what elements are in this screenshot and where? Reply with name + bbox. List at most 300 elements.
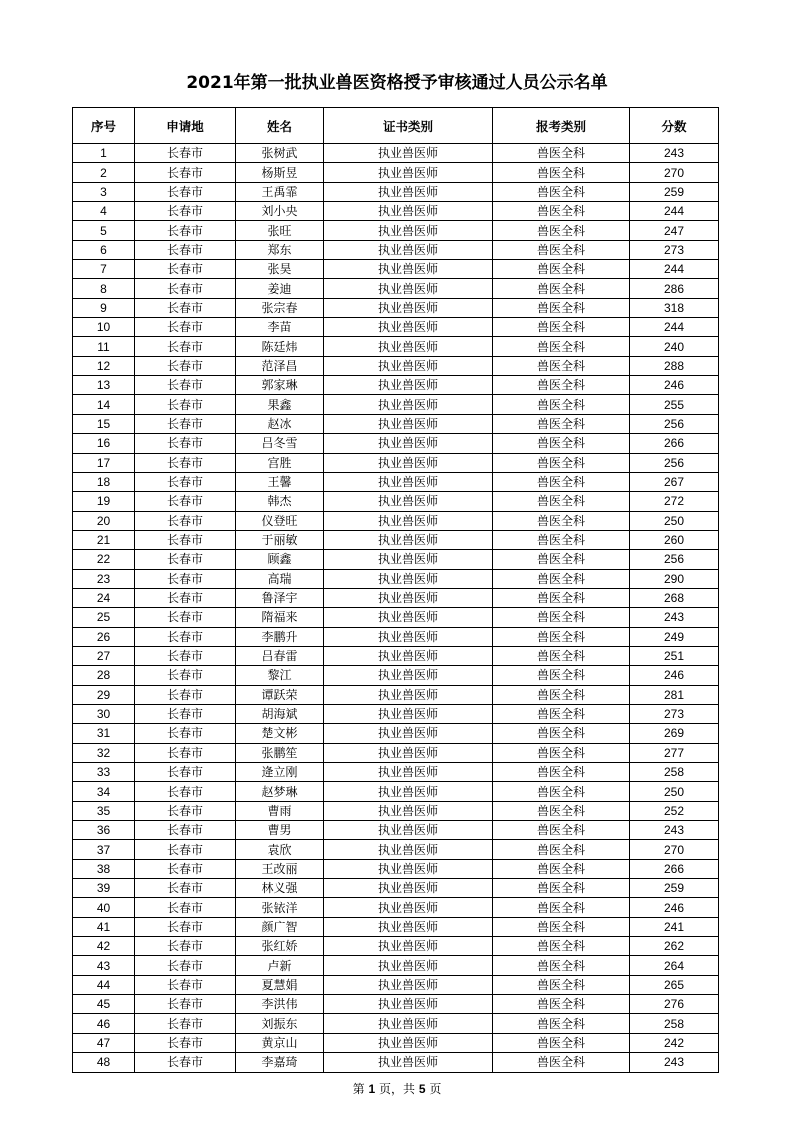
cell-exam-category: 兽医全科 [493, 937, 630, 956]
cell-score: 270 [630, 163, 719, 182]
cell-certificate: 执业兽医师 [324, 356, 493, 375]
cell-exam-category: 兽医全科 [493, 743, 630, 762]
cell-location: 长春市 [135, 859, 236, 878]
page-footer [0, 1080, 794, 1097]
cell-name: 张旺 [236, 221, 324, 240]
cell-score: 277 [630, 743, 719, 762]
page-title: 2021年第一批执业兽医资格授予审核通过人员公示名单 [186, 73, 608, 93]
cell-exam-category: 兽医全科 [493, 917, 630, 936]
cell-score: 258 [630, 1014, 719, 1033]
table-row [73, 511, 719, 530]
cell-score: 265 [630, 975, 719, 994]
table-row [73, 260, 719, 279]
cell-index: 42 [73, 937, 135, 956]
cell-exam-category: 兽医全科 [493, 646, 630, 665]
cell-location: 长春市 [135, 608, 236, 627]
cell-location: 长春市 [135, 182, 236, 201]
footer-page-number: 1 [368, 1082, 376, 1096]
cell-location: 长春市 [135, 260, 236, 279]
cell-name: 鲁泽宇 [236, 588, 324, 607]
cell-name: 张宗春 [236, 298, 324, 317]
cell-index: 30 [73, 704, 135, 723]
cell-name: 颜广智 [236, 917, 324, 936]
cell-exam-category: 兽医全科 [493, 550, 630, 569]
cell-index: 12 [73, 356, 135, 375]
table-row [73, 279, 719, 298]
cell-index: 18 [73, 472, 135, 491]
cell-index: 4 [73, 202, 135, 221]
cell-location: 长春市 [135, 975, 236, 994]
cell-score: 252 [630, 801, 719, 820]
cell-index: 22 [73, 550, 135, 569]
cell-score: 273 [630, 704, 719, 723]
cell-index: 15 [73, 414, 135, 433]
cell-index: 43 [73, 956, 135, 975]
table-row [73, 530, 719, 549]
cell-index: 33 [73, 763, 135, 782]
cell-score: 255 [630, 395, 719, 414]
cell-name: 李鹏升 [236, 627, 324, 646]
cell-location: 长春市 [135, 240, 236, 259]
cell-exam-category: 兽医全科 [493, 1014, 630, 1033]
cell-certificate: 执业兽医师 [324, 395, 493, 414]
header-index: 序号 [73, 108, 135, 144]
cell-index: 36 [73, 821, 135, 840]
cell-score: 268 [630, 588, 719, 607]
cell-location: 长春市 [135, 376, 236, 395]
cell-name: 王禹霏 [236, 182, 324, 201]
table-row [73, 608, 719, 627]
cell-exam-category: 兽医全科 [493, 704, 630, 723]
table-row [73, 202, 719, 221]
cell-name: 赵梦琳 [236, 782, 324, 801]
cell-exam-category: 兽医全科 [493, 221, 630, 240]
cell-location: 长春市 [135, 318, 236, 337]
cell-name: 果鑫 [236, 395, 324, 414]
cell-location: 长春市 [135, 1053, 236, 1072]
cell-exam-category: 兽医全科 [493, 859, 630, 878]
cell-score: 258 [630, 763, 719, 782]
table-row [73, 453, 719, 472]
cell-score: 256 [630, 550, 719, 569]
cell-exam-category: 兽医全科 [493, 511, 630, 530]
cell-certificate: 执业兽医师 [324, 376, 493, 395]
table-row [73, 569, 719, 588]
cell-certificate: 执业兽医师 [324, 550, 493, 569]
cell-name: 曹雨 [236, 801, 324, 820]
footer-prefix: 第 [352, 1082, 369, 1096]
cell-exam-category: 兽医全科 [493, 240, 630, 259]
table-row [73, 801, 719, 820]
cell-name: 谭跃荣 [236, 685, 324, 704]
cell-name: 隋福来 [236, 608, 324, 627]
cell-score: 272 [630, 492, 719, 511]
cell-name: 刘振东 [236, 1014, 324, 1033]
cell-location: 长春市 [135, 163, 236, 182]
cell-exam-category: 兽医全科 [493, 1053, 630, 1072]
cell-location: 长春市 [135, 492, 236, 511]
table-row [73, 782, 719, 801]
cell-score: 247 [630, 221, 719, 240]
table-row [73, 724, 719, 743]
cell-exam-category: 兽医全科 [493, 260, 630, 279]
cell-score: 266 [630, 859, 719, 878]
cell-certificate: 执业兽医师 [324, 492, 493, 511]
cell-index: 20 [73, 511, 135, 530]
cell-score: 318 [630, 298, 719, 317]
table-row [73, 298, 719, 317]
cell-index: 21 [73, 530, 135, 549]
cell-index: 34 [73, 782, 135, 801]
cell-location: 长春市 [135, 879, 236, 898]
cell-name: 张鹏笙 [236, 743, 324, 762]
cell-location: 长春市 [135, 337, 236, 356]
cell-certificate: 执业兽医师 [324, 511, 493, 530]
cell-name: 张红娇 [236, 937, 324, 956]
table-row [73, 627, 719, 646]
cell-location: 长春市 [135, 550, 236, 569]
cell-location: 长春市 [135, 472, 236, 491]
cell-certificate: 执业兽医师 [324, 995, 493, 1014]
cell-location: 长春市 [135, 144, 236, 163]
cell-name: 郑东 [236, 240, 324, 259]
cell-name: 韩杰 [236, 492, 324, 511]
cell-score: 288 [630, 356, 719, 375]
cell-certificate: 执业兽医师 [324, 453, 493, 472]
cell-location: 长春市 [135, 821, 236, 840]
cell-certificate: 执业兽医师 [324, 1033, 493, 1052]
cell-score: 246 [630, 898, 719, 917]
table-body [73, 144, 719, 1073]
table-row [73, 163, 719, 182]
cell-exam-category: 兽医全科 [493, 376, 630, 395]
cell-location: 长春市 [135, 782, 236, 801]
cell-exam-category: 兽医全科 [493, 975, 630, 994]
cell-certificate: 执业兽医师 [324, 859, 493, 878]
cell-certificate: 执业兽医师 [324, 279, 493, 298]
cell-score: 281 [630, 685, 719, 704]
cell-exam-category: 兽医全科 [493, 163, 630, 182]
cell-index: 7 [73, 260, 135, 279]
cell-exam-category: 兽医全科 [493, 608, 630, 627]
cell-index: 35 [73, 801, 135, 820]
cell-certificate: 执业兽医师 [324, 414, 493, 433]
cell-score: 273 [630, 240, 719, 259]
cell-exam-category: 兽医全科 [493, 801, 630, 820]
cell-name: 黎江 [236, 666, 324, 685]
table-row [73, 1053, 719, 1072]
cell-index: 46 [73, 1014, 135, 1033]
cell-index: 13 [73, 376, 135, 395]
cell-score: 244 [630, 260, 719, 279]
cell-certificate: 执业兽医师 [324, 840, 493, 859]
cell-exam-category: 兽医全科 [493, 492, 630, 511]
cell-index: 26 [73, 627, 135, 646]
cell-index: 14 [73, 395, 135, 414]
cell-location: 长春市 [135, 453, 236, 472]
cell-name: 吕冬雪 [236, 434, 324, 453]
cell-location: 长春市 [135, 1014, 236, 1033]
cell-exam-category: 兽医全科 [493, 318, 630, 337]
cell-index: 17 [73, 453, 135, 472]
cell-certificate: 执业兽医师 [324, 917, 493, 936]
cell-certificate: 执业兽医师 [324, 801, 493, 820]
cell-score: 264 [630, 956, 719, 975]
cell-index: 39 [73, 879, 135, 898]
cell-score: 259 [630, 182, 719, 201]
cell-certificate: 执业兽医师 [324, 937, 493, 956]
cell-score: 286 [630, 279, 719, 298]
cell-certificate: 执业兽医师 [324, 221, 493, 240]
cell-certificate: 执业兽医师 [324, 240, 493, 259]
cell-score: 244 [630, 202, 719, 221]
cell-exam-category: 兽医全科 [493, 995, 630, 1014]
cell-name: 王馨 [236, 472, 324, 491]
cell-exam-category: 兽医全科 [493, 782, 630, 801]
cell-score: 256 [630, 414, 719, 433]
cell-index: 1 [73, 144, 135, 163]
cell-name: 张昊 [236, 260, 324, 279]
cell-score: 243 [630, 1053, 719, 1072]
cell-location: 长春市 [135, 569, 236, 588]
header-certificate: 证书类别 [324, 108, 493, 144]
cell-name: 林义强 [236, 879, 324, 898]
cell-location: 长春市 [135, 434, 236, 453]
cell-certificate: 执业兽医师 [324, 530, 493, 549]
cell-certificate: 执业兽医师 [324, 569, 493, 588]
cell-certificate: 执业兽医师 [324, 685, 493, 704]
cell-certificate: 执业兽医师 [324, 1014, 493, 1033]
cell-score: 244 [630, 318, 719, 337]
cell-exam-category: 兽医全科 [493, 395, 630, 414]
cell-certificate: 执业兽医师 [324, 763, 493, 782]
cell-location: 长春市 [135, 666, 236, 685]
cell-name: 胡海斌 [236, 704, 324, 723]
cell-index: 16 [73, 434, 135, 453]
table-row [73, 704, 719, 723]
cell-certificate: 执业兽医师 [324, 956, 493, 975]
table-row [73, 588, 719, 607]
table-row [73, 646, 719, 665]
cell-name: 楚文彬 [236, 724, 324, 743]
table-row [73, 240, 719, 259]
cell-certificate: 执业兽医师 [324, 743, 493, 762]
cell-score: 240 [630, 337, 719, 356]
cell-index: 40 [73, 898, 135, 917]
cell-certificate: 执业兽医师 [324, 975, 493, 994]
table-row [73, 821, 719, 840]
cell-name: 刘小央 [236, 202, 324, 221]
cell-index: 19 [73, 492, 135, 511]
results-table [72, 107, 719, 1073]
cell-index: 11 [73, 337, 135, 356]
cell-index: 47 [73, 1033, 135, 1052]
cell-score: 270 [630, 840, 719, 859]
cell-score: 243 [630, 608, 719, 627]
cell-exam-category: 兽医全科 [493, 182, 630, 201]
cell-exam-category: 兽医全科 [493, 763, 630, 782]
cell-index: 29 [73, 685, 135, 704]
cell-location: 长春市 [135, 995, 236, 1014]
cell-location: 长春市 [135, 530, 236, 549]
cell-location: 长春市 [135, 395, 236, 414]
cell-index: 45 [73, 995, 135, 1014]
cell-name: 逄立刚 [236, 763, 324, 782]
cell-location: 长春市 [135, 414, 236, 433]
cell-exam-category: 兽医全科 [493, 627, 630, 646]
cell-name: 于丽敏 [236, 530, 324, 549]
footer-total-pages: 5 [418, 1082, 426, 1096]
cell-location: 长春市 [135, 279, 236, 298]
cell-location: 长春市 [135, 646, 236, 665]
cell-exam-category: 兽医全科 [493, 337, 630, 356]
cell-name: 范泽昌 [236, 356, 324, 375]
cell-location: 长春市 [135, 724, 236, 743]
cell-certificate: 执业兽医师 [324, 608, 493, 627]
cell-score: 249 [630, 627, 719, 646]
cell-certificate: 执业兽医师 [324, 879, 493, 898]
cell-certificate: 执业兽医师 [324, 144, 493, 163]
cell-certificate: 执业兽医师 [324, 898, 493, 917]
cell-name: 高瑞 [236, 569, 324, 588]
table-row [73, 376, 719, 395]
cell-exam-category: 兽医全科 [493, 472, 630, 491]
cell-certificate: 执业兽医师 [324, 298, 493, 317]
cell-exam-category: 兽医全科 [493, 724, 630, 743]
cell-location: 长春市 [135, 221, 236, 240]
header-location: 申请地 [135, 108, 236, 144]
cell-location: 长春市 [135, 956, 236, 975]
cell-certificate: 执业兽医师 [324, 163, 493, 182]
cell-index: 10 [73, 318, 135, 337]
table-row [73, 879, 719, 898]
cell-score: 246 [630, 666, 719, 685]
table-row [73, 221, 719, 240]
cell-name: 仪登旺 [236, 511, 324, 530]
cell-exam-category: 兽医全科 [493, 202, 630, 221]
cell-score: 246 [630, 376, 719, 395]
cell-certificate: 执业兽医师 [324, 666, 493, 685]
cell-certificate: 执业兽医师 [324, 704, 493, 723]
cell-index: 8 [73, 279, 135, 298]
cell-name: 吕春雷 [236, 646, 324, 665]
cell-exam-category: 兽医全科 [493, 569, 630, 588]
cell-score: 250 [630, 782, 719, 801]
table-row [73, 898, 719, 917]
table-row [73, 975, 719, 994]
cell-name: 姜迪 [236, 279, 324, 298]
header-name: 姓名 [236, 108, 324, 144]
table-row [73, 337, 719, 356]
cell-index: 27 [73, 646, 135, 665]
cell-score: 260 [630, 530, 719, 549]
cell-name: 夏慧娟 [236, 975, 324, 994]
cell-index: 48 [73, 1053, 135, 1072]
cell-exam-category: 兽医全科 [493, 453, 630, 472]
cell-location: 长春市 [135, 627, 236, 646]
cell-index: 25 [73, 608, 135, 627]
cell-score: 241 [630, 917, 719, 936]
header-exam-category: 报考类别 [493, 108, 630, 144]
cell-score: 259 [630, 879, 719, 898]
table-row [73, 937, 719, 956]
cell-location: 长春市 [135, 917, 236, 936]
footer-middle: 页，共 [375, 1082, 419, 1096]
cell-name: 袁欣 [236, 840, 324, 859]
cell-name: 李苗 [236, 318, 324, 337]
cell-certificate: 执业兽医师 [324, 182, 493, 201]
table-row [73, 550, 719, 569]
cell-score: 242 [630, 1033, 719, 1052]
cell-name: 李嘉琦 [236, 1053, 324, 1072]
cell-index: 41 [73, 917, 135, 936]
table-row [73, 666, 719, 685]
cell-location: 长春市 [135, 763, 236, 782]
cell-name: 杨斯昱 [236, 163, 324, 182]
cell-exam-category: 兽医全科 [493, 414, 630, 433]
table-row [73, 685, 719, 704]
cell-exam-category: 兽医全科 [493, 956, 630, 975]
cell-certificate: 执业兽医师 [324, 821, 493, 840]
cell-name: 郭家琳 [236, 376, 324, 395]
cell-exam-category: 兽医全科 [493, 144, 630, 163]
cell-score: 243 [630, 144, 719, 163]
cell-score: 267 [630, 472, 719, 491]
cell-index: 32 [73, 743, 135, 762]
cell-index: 6 [73, 240, 135, 259]
cell-name: 张铱洋 [236, 898, 324, 917]
cell-exam-category: 兽医全科 [493, 530, 630, 549]
table-row [73, 144, 719, 163]
cell-exam-category: 兽医全科 [493, 298, 630, 317]
cell-index: 37 [73, 840, 135, 859]
cell-score: 266 [630, 434, 719, 453]
cell-score: 262 [630, 937, 719, 956]
cell-certificate: 执业兽医师 [324, 260, 493, 279]
table-row [73, 859, 719, 878]
cell-name: 张树武 [236, 144, 324, 163]
cell-location: 长春市 [135, 356, 236, 375]
cell-score: 250 [630, 511, 719, 530]
cell-location: 长春市 [135, 898, 236, 917]
table-row [73, 763, 719, 782]
cell-exam-category: 兽医全科 [493, 898, 630, 917]
cell-certificate: 执业兽医师 [324, 1053, 493, 1072]
cell-location: 长春市 [135, 588, 236, 607]
cell-score: 269 [630, 724, 719, 743]
cell-location: 长春市 [135, 511, 236, 530]
cell-score: 256 [630, 453, 719, 472]
cell-score: 290 [630, 569, 719, 588]
table-row [73, 840, 719, 859]
cell-exam-category: 兽医全科 [493, 588, 630, 607]
cell-name: 顾鑫 [236, 550, 324, 569]
cell-exam-category: 兽医全科 [493, 840, 630, 859]
cell-location: 长春市 [135, 202, 236, 221]
table-row [73, 414, 719, 433]
cell-certificate: 执业兽医师 [324, 588, 493, 607]
table-row [73, 395, 719, 414]
cell-index: 44 [73, 975, 135, 994]
cell-name: 卢新 [236, 956, 324, 975]
table-row [73, 743, 719, 762]
cell-name: 王改丽 [236, 859, 324, 878]
cell-index: 28 [73, 666, 135, 685]
cell-certificate: 执业兽医师 [324, 202, 493, 221]
cell-index: 5 [73, 221, 135, 240]
cell-exam-category: 兽医全科 [493, 1033, 630, 1052]
cell-location: 长春市 [135, 685, 236, 704]
